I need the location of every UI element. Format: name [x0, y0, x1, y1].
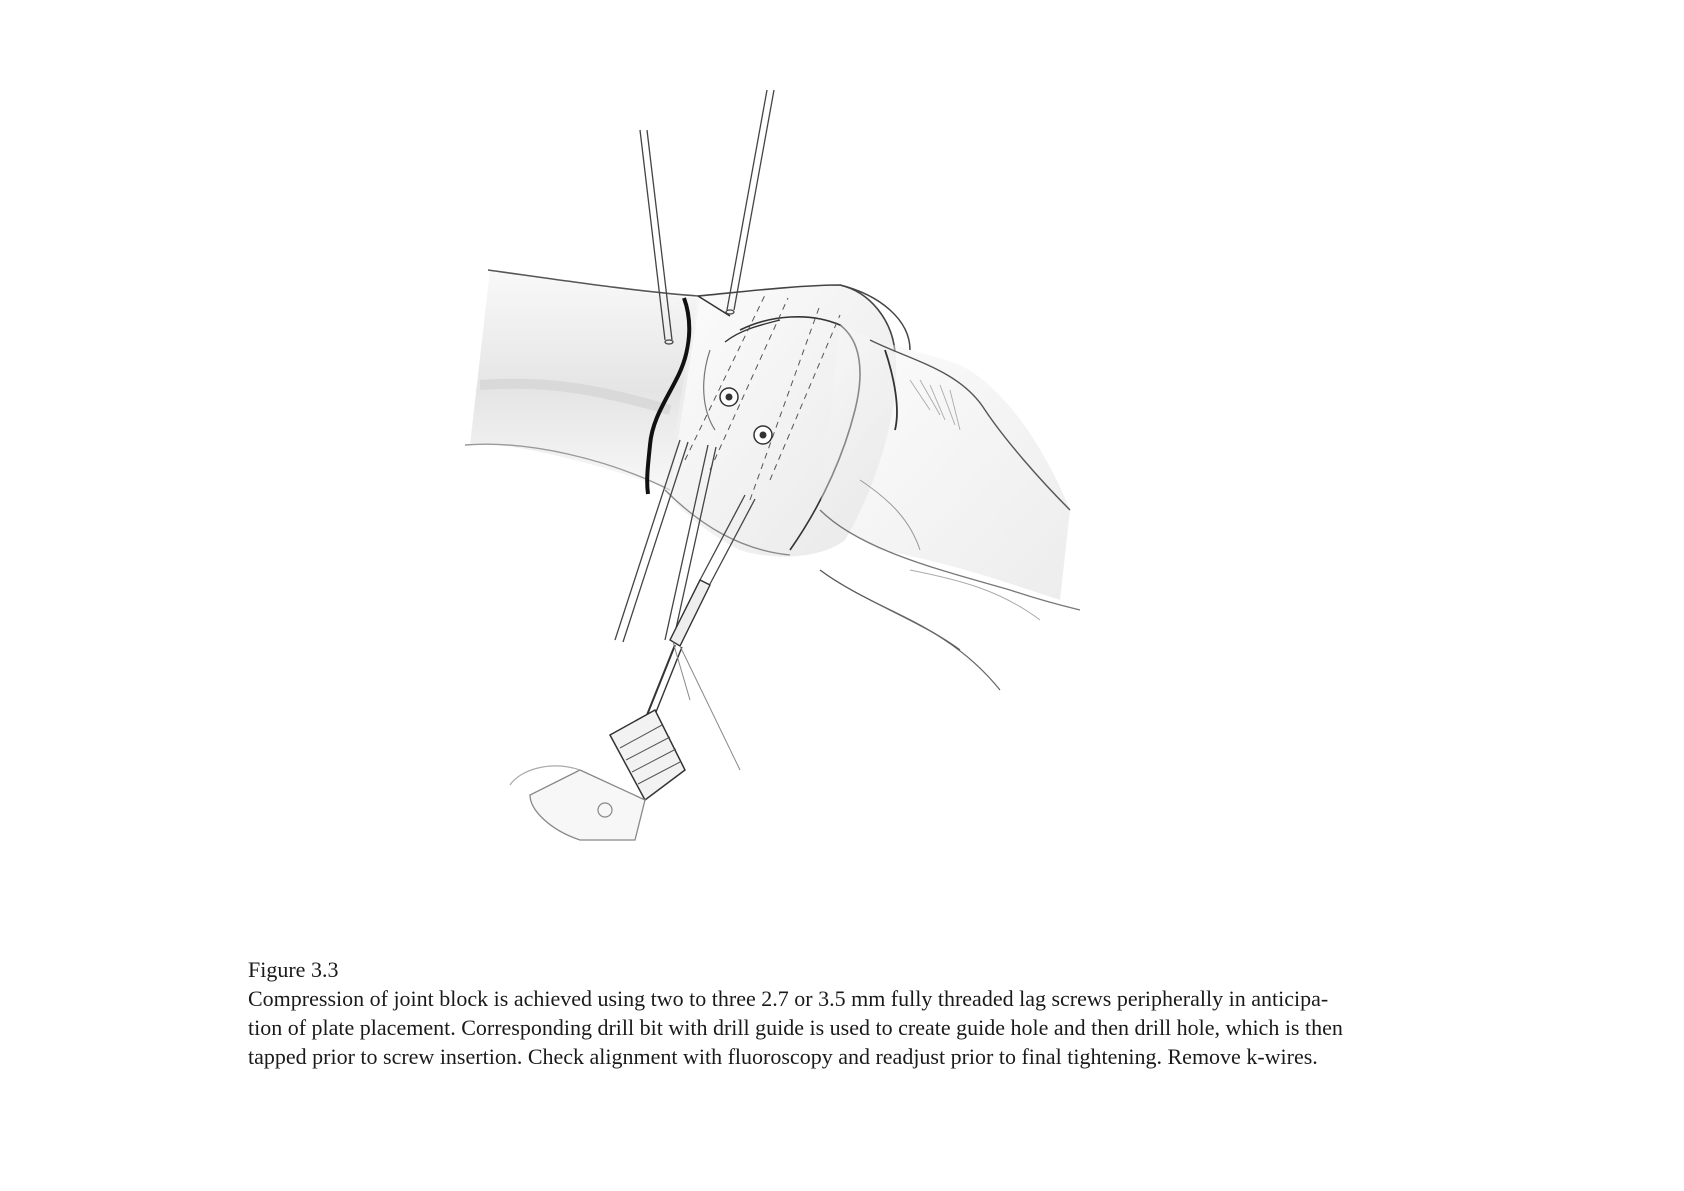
- caption-line-3: tapped prior to screw insertion. Check alignment with fluoroscopy and readjust prior to final tightening. Remove k-wires.: [248, 1044, 1318, 1069]
- figure-label: Figure 3.3: [248, 957, 339, 982]
- caption-line-2: tion of plate placement. Corresponding drill bit with drill guide is used to create guide hole and then drill hole, which is then: [248, 1015, 1343, 1040]
- bone-shaft: [465, 270, 700, 490]
- drill: [510, 580, 740, 840]
- caption-line-1: Compression of joint block is achieved using two to three 2.7 or 3.5 mm fully threaded lag screws peripherally in anticipa-: [248, 986, 1329, 1011]
- distal-phalanx: [820, 285, 1080, 690]
- surgical-illustration: [440, 80, 1200, 870]
- figure-caption: [248, 955, 1448, 1071]
